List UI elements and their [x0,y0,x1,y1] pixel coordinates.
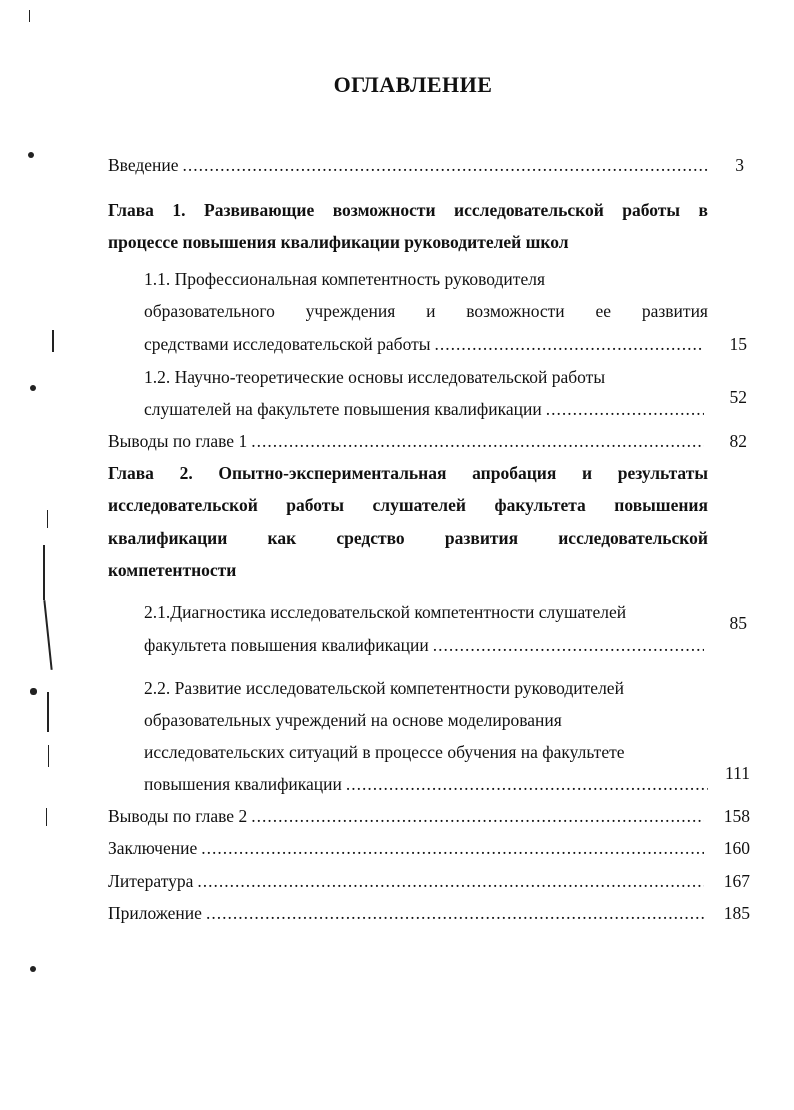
section-title: исследовательских ситуаций в процессе обучения на факультете [144,742,625,762]
section-title: образовательного учреждения и возможности ее развития [144,301,708,321]
section-title: 1.2. Научно-теоретические основы исследовательской работы [144,367,606,387]
toc-entry-s21 [144,634,704,656]
leader-dots [201,837,704,859]
section-title: 1.1. Профессиональная компетентность руководителя [144,269,545,289]
toc-entry-page: 167 [723,871,750,891]
toc-entry-label: средствами исследовательской работы [144,334,431,354]
toc-entry-label: факультета повышения квалификации [144,635,429,655]
leader-dots [433,634,704,656]
chapter-heading: квалификации как средство развития исследовательской [108,528,708,548]
toc-entry-concl1 [108,430,704,452]
toc-entry-page: 15 [729,334,747,354]
toc-entry-page: 160 [723,838,750,858]
scan-mark [29,10,30,22]
chapter-heading: процессе повышения квалификации руководителей школ [108,232,569,252]
toc-entry-appendix [108,902,704,924]
toc-entry-page: 3 [735,155,744,175]
toc-entry-label: Приложение [108,903,202,923]
scan-mark [28,152,34,158]
leader-dots [346,773,708,795]
scan-mark [30,966,36,972]
toc-entry-s11 [144,333,704,355]
scan-mark [47,692,49,732]
section-title: образовательных учреждений на основе моделирования [144,710,562,730]
chapter-heading: исследовательской работы слушателей факультета повышения [108,495,708,515]
leader-dots [251,430,704,452]
section-title: 2.2. Развитие исследовательской компетентности руководителей [144,678,624,698]
toc-entry-s22 [144,773,708,795]
toc-entry-s12 [144,398,704,420]
chapter-heading: Глава 2. Опытно-экспериментальная апробация и результаты [108,463,708,483]
section-title: 2.1.Диагностика исследовательской компетентности слушателей [144,602,627,622]
toc-entry-intro [108,154,708,176]
scan-mark [46,808,47,826]
scan-mark [47,510,48,528]
toc-entry-concl2 [108,805,704,827]
toc-entry-literature [108,870,704,892]
chapter-heading: Глава 1. Развивающие возможности исследовательской работы в [108,200,708,220]
scan-mark [43,600,52,670]
leader-dots [435,333,704,355]
toc-entry-page: 52 [729,387,747,407]
toc-entry-label: Выводы по главе 1 [108,431,248,451]
toc-entry-label: слушателей на факультете повышения квалификации [144,399,542,419]
scan-mark [30,385,36,391]
toc-entry-page: 158 [723,806,750,826]
scan-mark [48,745,49,767]
toc-entry-label: Заключение [108,838,198,858]
toc-entry-label: Выводы по главе 2 [108,806,248,826]
scan-mark [52,330,54,352]
toc-entry-page: 185 [723,903,750,923]
toc-entry-label: повышения квалификации [144,774,342,794]
toc-entry-label: Литература [108,871,194,891]
toc-entry-page: 85 [729,613,747,633]
scan-mark [43,545,45,600]
toc-entry-page: 111 [725,763,750,783]
toc-entry-page: 82 [729,431,747,451]
leader-dots [206,902,704,924]
page-title: ОГЛАВЛЕНИЕ [333,72,493,97]
leader-dots [546,398,704,420]
leader-dots [251,805,704,827]
chapter-heading: компетентности [108,560,237,580]
leader-dots [197,870,704,892]
leader-dots [183,154,708,176]
scan-mark [30,688,37,695]
toc-entry-conclusion [108,837,704,859]
toc-entry-label: Введение [108,155,179,175]
